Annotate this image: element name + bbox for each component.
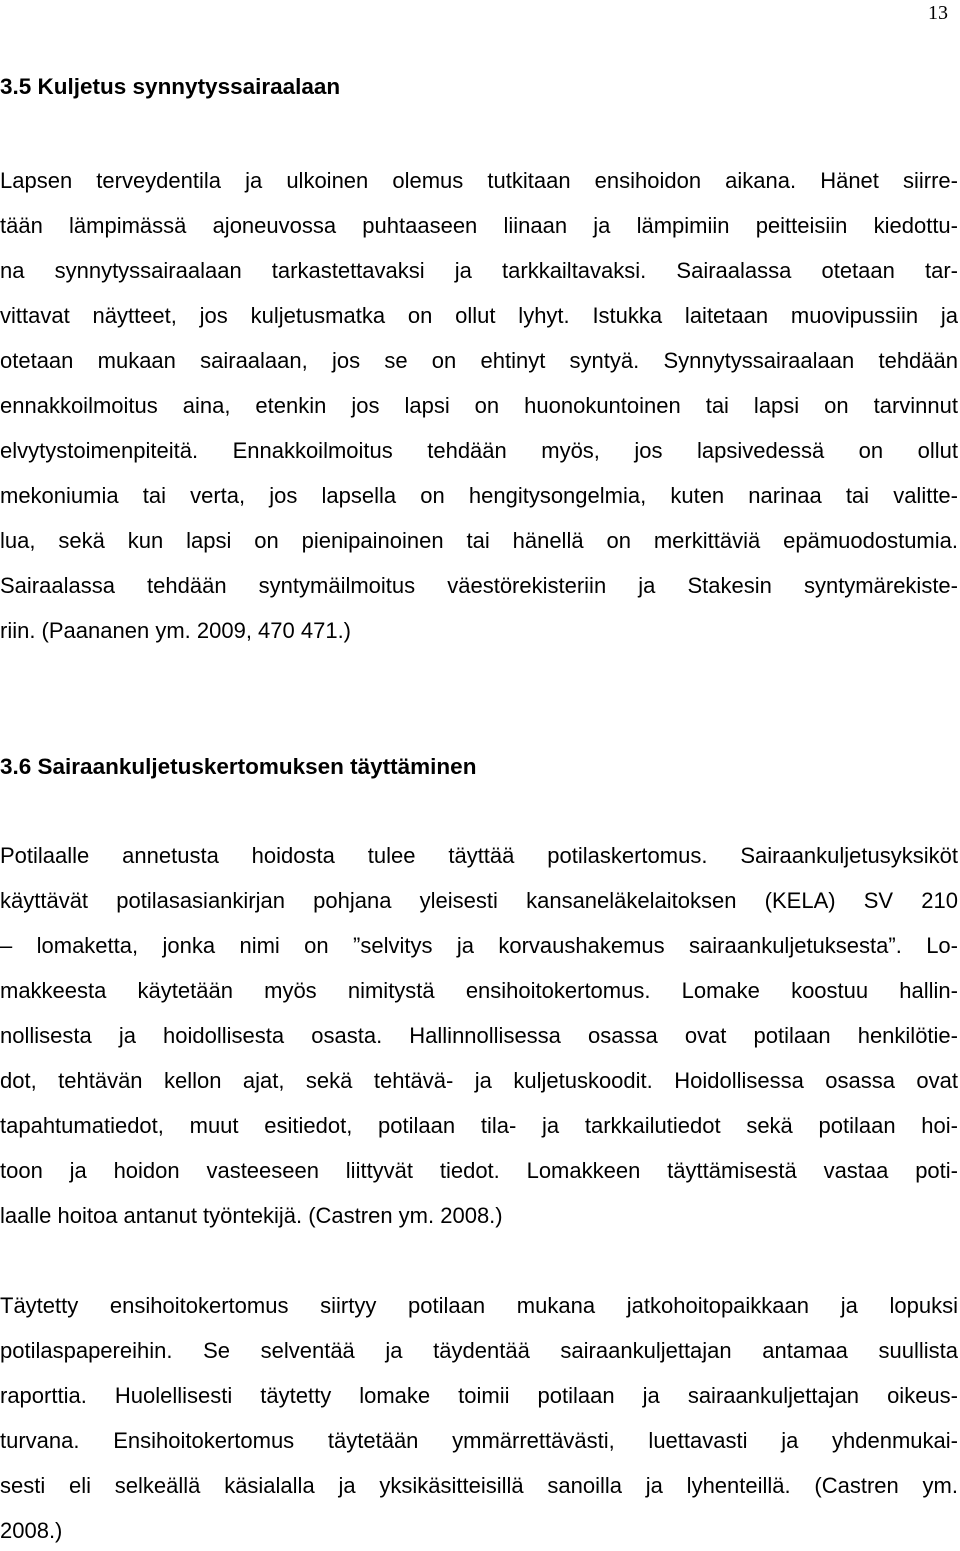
text-line: mekoniumia tai verta, jos lapsella on hengitysongelmia, kuten narinaa tai valitte-	[0, 483, 958, 508]
text-line: raporttia. Huolellisesti täytetty lomake toimii potilaan ja sairaankuljettajan oikeus-	[0, 1383, 958, 1408]
text-line: elvytystoimenpiteitä. Ennakkoilmoitus tehdään myös, jos lapsivedessä on ollut	[0, 438, 958, 463]
text-line: ennakkoilmoitus aina, etenkin jos lapsi on huonokuntoinen tai lapsi on tarvinnut	[0, 393, 958, 418]
text-line: makkeesta käytetään myös nimitystä ensihoitokertomus. Lomake koostuu hallin-	[0, 978, 958, 1003]
text-line: Täytetty ensihoitokertomus siirtyy potilaan mukana jatkohoitopaikkaan ja lopuksi	[0, 1293, 958, 1318]
text-line: potilaspapereihin. Se selventää ja täydentää sairaankuljettajan antamaa suullista	[0, 1338, 958, 1363]
text-line: turvana. Ensihoitokertomus täytetään ymmärrettävästi, luettavasti ja yhdenmukai-	[0, 1428, 958, 1453]
section-heading: 3.6 Sairaankuljetuskertomuksen täyttäminen	[0, 754, 477, 779]
text-line: Lapsen terveydentila ja ulkoinen olemus tutkitaan ensihoidon aikana. Hänet siirre-	[0, 168, 958, 193]
text-line: laalle hoitoa antanut työntekijä. (Castren ym. 2008.)	[0, 1203, 503, 1228]
text-line: – lomaketta, jonka nimi on ”selvitys ja korvaushakemus sairaankuljetuksesta”. Lo-	[0, 933, 958, 958]
text-line: vittavat näytteet, jos kuljetusmatka on ollut lyhyt. Istukka laitetaan muovipussiin ja	[0, 303, 958, 328]
text-line: toon ja hoidon vasteeseen liittyvät tiedot. Lomakkeen täyttämisestä vastaa poti-	[0, 1158, 958, 1183]
text-line: otetaan mukaan sairaalaan, jos se on ehtinyt syntyä. Synnytyssairaalaan tehdään	[0, 348, 958, 373]
text-line: Potilaalle annetusta hoidosta tulee täyttää potilaskertomus. Sairaankuljetusyksiköt	[0, 843, 958, 868]
text-line: Sairaalassa tehdään syntymäilmoitus väestörekisteriin ja Stakesin syntymärekiste-	[0, 573, 958, 598]
text-line: tapahtumatiedot, muut esitiedot, potilaan tila- ja tarkkailutiedot sekä potilaan hoi-	[0, 1113, 958, 1138]
text-line: na synnytyssairaalaan tarkastettavaksi ja tarkkailtavaksi. Sairaalassa otetaan tar-	[0, 258, 958, 283]
page-number: 13	[928, 2, 948, 24]
text-line: käyttävät potilasasiankirjan pohjana yleisesti kansaneläkelaitoksen (KELA) SV 210	[0, 888, 958, 913]
text-line: lua, sekä kun lapsi on pienipainoinen tai hänellä on merkittäviä epämuodostumia.	[0, 528, 958, 553]
text-line: riin. (Paananen ym. 2009, 470 471.)	[0, 618, 352, 643]
text-line: tään lämpimässä ajoneuvossa puhtaaseen liinaan ja lämpimiin peitteisiin kiedottu-	[0, 213, 958, 238]
text-line: nollisesta ja hoidollisesta osasta. Hallinnollisessa osassa ovat potilaan henkilötie-	[0, 1023, 958, 1048]
text-line: dot, tehtävän kellon ajat, sekä tehtävä- ja kuljetuskoodit. Hoidollisessa osassa ovat	[0, 1068, 958, 1093]
text-line: 2008.)	[0, 1518, 63, 1543]
section-heading: 3.5 Kuljetus synnytyssairaalaan	[0, 74, 341, 99]
text-line: sesti eli selkeällä käsialalla ja yksikäsitteisillä sanoilla ja lyhenteillä. (Castren ym.	[0, 1473, 958, 1498]
